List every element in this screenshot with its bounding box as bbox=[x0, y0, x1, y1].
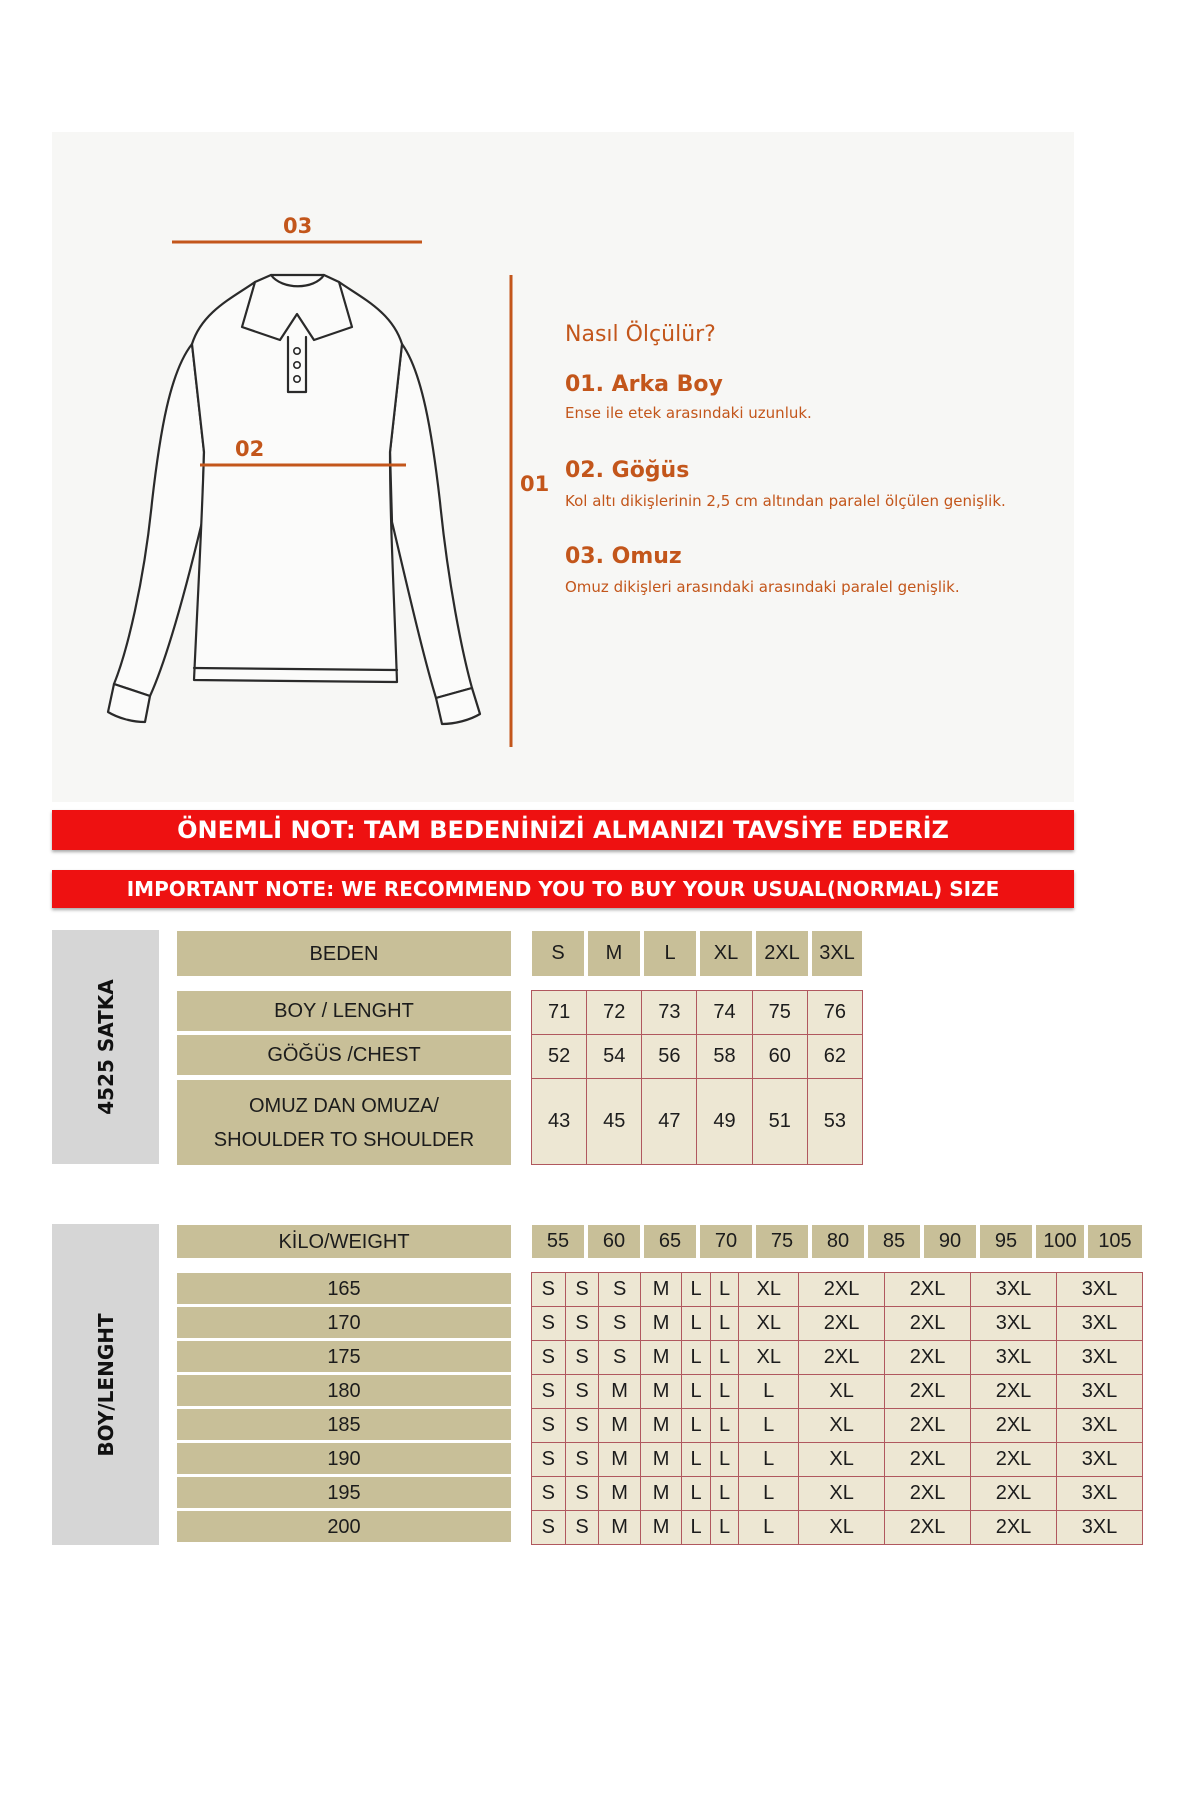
table-cell: L bbox=[710, 1273, 738, 1307]
table-cell: 2XL bbox=[885, 1341, 971, 1375]
table-cell: 62 bbox=[807, 1035, 862, 1079]
measure-item-2-heading: 02. Göğüs bbox=[565, 458, 690, 483]
table-cell: 2XL bbox=[885, 1375, 971, 1409]
table-row bbox=[532, 1443, 1143, 1477]
table-cell: M bbox=[599, 1409, 641, 1443]
table-cell: 52 bbox=[532, 1035, 587, 1079]
table-cell: XL bbox=[799, 1409, 885, 1443]
weight-header-cell: 70 bbox=[700, 1225, 752, 1258]
product-code-label bbox=[52, 930, 159, 1164]
table-cell: 3XL bbox=[1056, 1511, 1142, 1545]
table-row bbox=[532, 1035, 863, 1079]
table-cell: S bbox=[532, 1341, 566, 1375]
table-cell: L bbox=[682, 1341, 710, 1375]
important-note-tr: ÖNEMLİ NOT: TAM BEDENİNİZİ ALMANIZI TAVSİYE EDERİZ bbox=[52, 810, 1074, 850]
table-cell: 2XL bbox=[799, 1341, 885, 1375]
table-cell: L bbox=[710, 1375, 738, 1409]
table-cell: 56 bbox=[642, 1035, 697, 1079]
table-row bbox=[532, 991, 863, 1035]
table-row bbox=[532, 1477, 1143, 1511]
measure-item-1-desc: Ense ile etek arasındaki uzunluk. bbox=[565, 404, 812, 422]
table-cell: 47 bbox=[642, 1079, 697, 1165]
table-cell: 72 bbox=[587, 991, 642, 1035]
table-cell: S bbox=[532, 1511, 566, 1545]
table-cell: 71 bbox=[532, 991, 587, 1035]
table-row bbox=[532, 1307, 1143, 1341]
weight-header-cell: 105 bbox=[1088, 1225, 1142, 1258]
measure-item-2-desc: Kol altı dikişlerinin 2,5 cm altından paralel ölçülen genişlik. bbox=[565, 492, 1006, 510]
height-row-label: 175 bbox=[177, 1341, 511, 1372]
table-cell: L bbox=[682, 1375, 710, 1409]
table-cell: 3XL bbox=[1056, 1273, 1142, 1307]
table-cell: XL bbox=[739, 1307, 799, 1341]
table-cell: 58 bbox=[697, 1035, 752, 1079]
table-cell: L bbox=[710, 1307, 738, 1341]
table-cell: L bbox=[739, 1375, 799, 1409]
table-cell: L bbox=[710, 1341, 738, 1375]
weight-header-cell: 95 bbox=[980, 1225, 1032, 1258]
table-cell: L bbox=[682, 1511, 710, 1545]
how-to-measure-title: Nasıl Ölçülür? bbox=[565, 322, 716, 347]
table-cell: 3XL bbox=[971, 1307, 1057, 1341]
table-cell: L bbox=[710, 1409, 738, 1443]
table-cell: S bbox=[599, 1307, 641, 1341]
table-cell: 43 bbox=[532, 1079, 587, 1165]
table-cell: S bbox=[565, 1341, 599, 1375]
shoulder-row-label bbox=[177, 1080, 511, 1165]
table-cell: L bbox=[682, 1443, 710, 1477]
shoulder-row-label-tr: OMUZ DAN OMUZA/ bbox=[249, 1094, 439, 1117]
table-cell: L bbox=[710, 1511, 738, 1545]
weight-header-cell: 55 bbox=[532, 1225, 584, 1258]
table-cell: 3XL bbox=[1056, 1375, 1142, 1409]
table-cell: M bbox=[640, 1307, 682, 1341]
size-header-cell: L bbox=[644, 931, 696, 976]
table-cell: 51 bbox=[752, 1079, 807, 1165]
table-cell: M bbox=[599, 1375, 641, 1409]
table-row bbox=[532, 1273, 1143, 1307]
weight-header-cell: 100 bbox=[1036, 1225, 1084, 1258]
table-cell: S bbox=[532, 1409, 566, 1443]
table-cell: S bbox=[532, 1307, 566, 1341]
table-cell: 76 bbox=[807, 991, 862, 1035]
height-row-label: 190 bbox=[177, 1443, 511, 1474]
size-header-label: BEDEN bbox=[177, 931, 511, 976]
table-cell: S bbox=[532, 1375, 566, 1409]
table-cell: 3XL bbox=[1056, 1341, 1142, 1375]
height-axis-label bbox=[52, 1224, 159, 1545]
table-cell: 2XL bbox=[885, 1273, 971, 1307]
height-row-label: 170 bbox=[177, 1307, 511, 1338]
measure-item-1-heading: 01. Arka Boy bbox=[565, 372, 723, 397]
table-cell: L bbox=[682, 1477, 710, 1511]
height-row-label: 195 bbox=[177, 1477, 511, 1508]
table-cell: S bbox=[532, 1443, 566, 1477]
weight-header-cell: 90 bbox=[924, 1225, 976, 1258]
table-cell: 2XL bbox=[799, 1307, 885, 1341]
size-header-cell: 2XL bbox=[756, 931, 808, 976]
size-measurement-table bbox=[531, 990, 863, 1165]
table-cell: XL bbox=[799, 1477, 885, 1511]
weight-header-cell: 75 bbox=[756, 1225, 808, 1258]
size-recommendation-table bbox=[531, 1272, 1143, 1545]
table-cell: 2XL bbox=[799, 1273, 885, 1307]
table-cell: 3XL bbox=[1056, 1443, 1142, 1477]
table-cell: M bbox=[640, 1341, 682, 1375]
table-cell: M bbox=[640, 1477, 682, 1511]
table-cell: 74 bbox=[697, 991, 752, 1035]
table-cell: S bbox=[565, 1375, 599, 1409]
weight-header-cell: 85 bbox=[868, 1225, 920, 1258]
table-cell: 2XL bbox=[971, 1477, 1057, 1511]
table-cell: XL bbox=[739, 1341, 799, 1375]
table-cell: M bbox=[640, 1511, 682, 1545]
table-cell: L bbox=[710, 1443, 738, 1477]
table-cell: 53 bbox=[807, 1079, 862, 1165]
chest-row-label: GÖĞÜS /CHEST bbox=[177, 1035, 511, 1075]
table-cell: S bbox=[565, 1511, 599, 1545]
height-row-label: 165 bbox=[177, 1273, 511, 1304]
table-cell: L bbox=[739, 1511, 799, 1545]
table-cell: M bbox=[599, 1477, 641, 1511]
table-cell: S bbox=[565, 1409, 599, 1443]
chest-dimension-label: 02 bbox=[235, 437, 265, 461]
table-cell: L bbox=[710, 1477, 738, 1511]
table-cell: L bbox=[739, 1477, 799, 1511]
height-row-label: 185 bbox=[177, 1409, 511, 1440]
table-cell: 45 bbox=[587, 1079, 642, 1165]
product-code-text: 4525 SATKA bbox=[93, 979, 118, 1115]
table-cell: S bbox=[599, 1273, 641, 1307]
table-cell: L bbox=[682, 1307, 710, 1341]
table-cell: XL bbox=[799, 1443, 885, 1477]
table-cell: S bbox=[532, 1477, 566, 1511]
table-cell: L bbox=[739, 1409, 799, 1443]
table-cell: 3XL bbox=[971, 1341, 1057, 1375]
table-cell: XL bbox=[799, 1511, 885, 1545]
table-cell: M bbox=[640, 1409, 682, 1443]
size-header-cell: 3XL bbox=[812, 931, 862, 976]
table-cell: S bbox=[532, 1273, 566, 1307]
size-header-cell: M bbox=[588, 931, 640, 976]
table-cell: 2XL bbox=[885, 1443, 971, 1477]
table-cell: 3XL bbox=[971, 1273, 1057, 1307]
table-cell: 2XL bbox=[885, 1409, 971, 1443]
table-cell: 2XL bbox=[971, 1511, 1057, 1545]
table-cell: 2XL bbox=[971, 1375, 1057, 1409]
table-cell: M bbox=[640, 1273, 682, 1307]
table-cell: S bbox=[565, 1477, 599, 1511]
table-cell: L bbox=[682, 1409, 710, 1443]
table-cell: 2XL bbox=[885, 1477, 971, 1511]
table-cell: M bbox=[599, 1511, 641, 1545]
weight-header-label: KİLO/WEIGHT bbox=[177, 1225, 511, 1258]
table-cell: 75 bbox=[752, 991, 807, 1035]
polo-shirt-illustration bbox=[52, 132, 1074, 802]
weight-header-cell: 80 bbox=[812, 1225, 864, 1258]
table-cell: 3XL bbox=[1056, 1409, 1142, 1443]
table-cell: M bbox=[599, 1443, 641, 1477]
table-cell: 3XL bbox=[1056, 1307, 1142, 1341]
table-cell: S bbox=[565, 1443, 599, 1477]
table-cell: XL bbox=[739, 1273, 799, 1307]
table-cell: 3XL bbox=[1056, 1477, 1142, 1511]
table-cell: S bbox=[599, 1341, 641, 1375]
table-cell: L bbox=[739, 1443, 799, 1477]
table-cell: 2XL bbox=[885, 1307, 971, 1341]
table-cell: S bbox=[565, 1307, 599, 1341]
table-cell: 2XL bbox=[971, 1443, 1057, 1477]
size-header-cell: S bbox=[532, 931, 584, 976]
height-row-label: 200 bbox=[177, 1511, 511, 1542]
table-row bbox=[532, 1079, 863, 1165]
table-row bbox=[532, 1511, 1143, 1545]
table-cell: 60 bbox=[752, 1035, 807, 1079]
table-cell: 49 bbox=[697, 1079, 752, 1165]
measure-item-3-heading: 03. Omuz bbox=[565, 544, 682, 569]
shoulder-dimension-label: 03 bbox=[283, 214, 313, 238]
table-cell: M bbox=[640, 1375, 682, 1409]
table-cell: 54 bbox=[587, 1035, 642, 1079]
table-cell: XL bbox=[799, 1375, 885, 1409]
table-cell: L bbox=[682, 1273, 710, 1307]
size-header-cell: XL bbox=[700, 931, 752, 976]
weight-header-cell: 60 bbox=[588, 1225, 640, 1258]
length-dimension-label: 01 bbox=[520, 472, 550, 496]
table-cell: M bbox=[640, 1443, 682, 1477]
table-row bbox=[532, 1341, 1143, 1375]
weight-header-cell: 65 bbox=[644, 1225, 696, 1258]
height-row-label: 180 bbox=[177, 1375, 511, 1406]
table-row bbox=[532, 1375, 1143, 1409]
table-row bbox=[532, 1409, 1143, 1443]
table-cell: 73 bbox=[642, 991, 697, 1035]
measure-item-3-desc: Omuz dikişleri arasındaki arasındaki paralel genişlik. bbox=[565, 578, 960, 596]
height-axis-text: BOY/LENGHT bbox=[93, 1312, 118, 1457]
important-note-en: IMPORTANT NOTE: WE RECOMMEND YOU TO BUY YOUR USUAL(NORMAL) SIZE bbox=[52, 870, 1074, 908]
table-cell: 2XL bbox=[885, 1511, 971, 1545]
table-cell: S bbox=[565, 1273, 599, 1307]
table-cell: 2XL bbox=[971, 1409, 1057, 1443]
shoulder-row-label-en: SHOULDER TO SHOULDER bbox=[213, 1128, 475, 1151]
length-row-label: BOY / LENGHT bbox=[177, 991, 511, 1031]
